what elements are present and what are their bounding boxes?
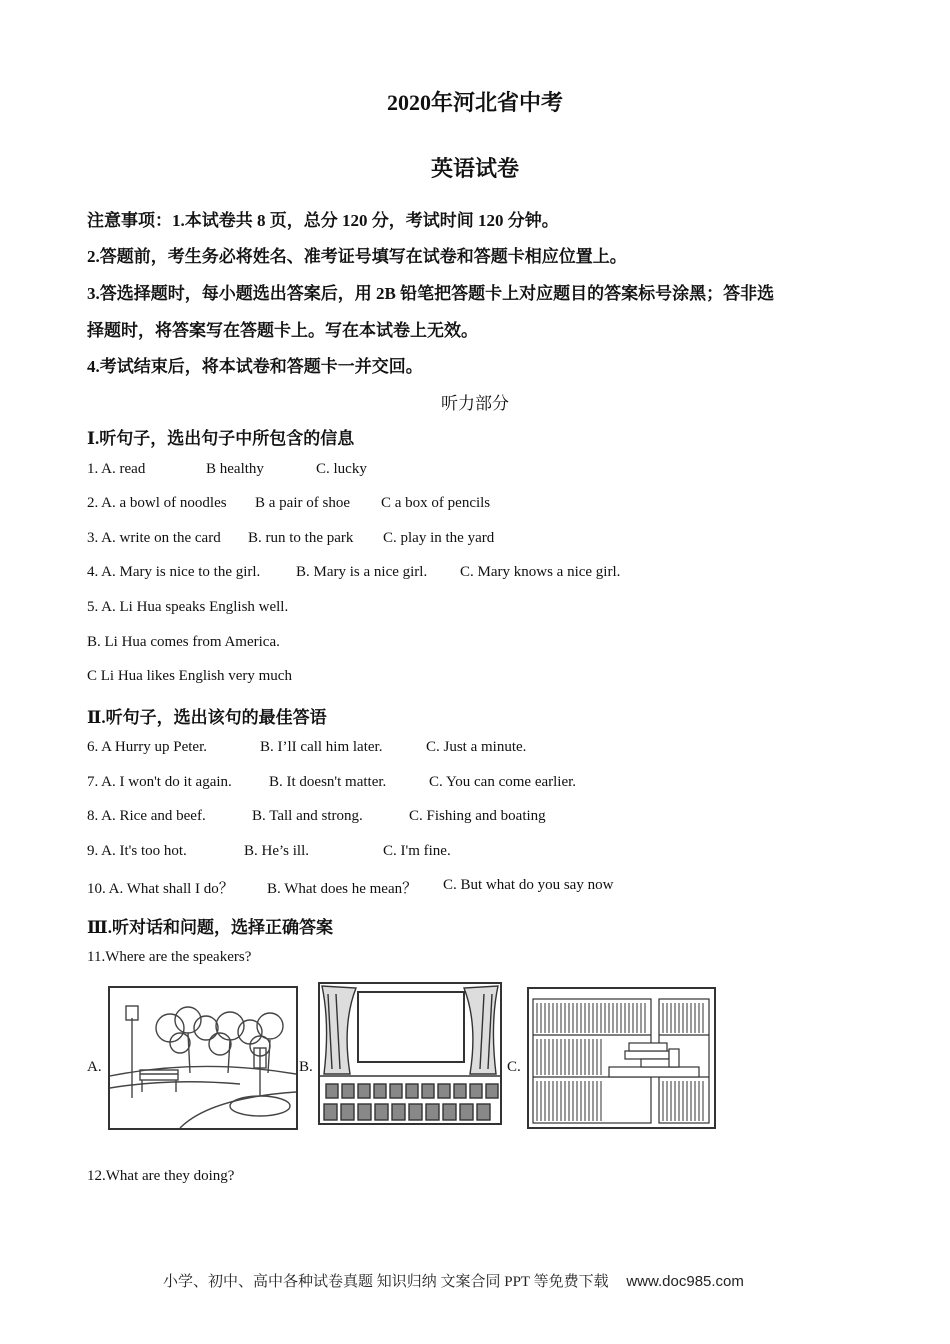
- q3-option-a: 3. A. write on the card: [87, 530, 221, 546]
- footer-url[interactable]: www.doc985.com: [626, 1273, 744, 1290]
- q3-option-b: B. run to the park: [248, 530, 354, 546]
- q11-label-a: A.: [87, 1059, 102, 1075]
- page-footer: [163, 1270, 744, 1291]
- q2-option-a: 2. A. a bowl of noodles: [87, 495, 227, 511]
- notice-line-2: 2.答题前，考生务必将姓名、准考证号填写在试卷和答题卡相应位置上。: [87, 247, 627, 266]
- notice-line-1: 注意事项：1.本试卷共 8 页，总分 120 分，考试时间 120 分钟。: [87, 211, 559, 230]
- park-illustration: [110, 988, 296, 1128]
- q8-option-c: C. Fishing and boating: [409, 808, 546, 824]
- q1-option-b: B healthy: [206, 461, 264, 477]
- q4-option-c: C. Mary knows a nice girl.: [460, 564, 621, 580]
- q11-label-b: B.: [299, 1059, 313, 1075]
- q9-option-c: C. I'm fine.: [383, 843, 451, 859]
- section-1-title: Ⅰ.听句子，选出句子中所包含的信息: [87, 429, 355, 448]
- section-3-title: Ⅲ.听对话和问题，选择正确答案: [87, 918, 333, 937]
- exam-title: 2020年河北省中考: [386, 90, 563, 115]
- q4-option-a: 4. A. Mary is nice to the girl.: [87, 564, 261, 580]
- q9-option-b: B. He’s ill.: [244, 843, 310, 859]
- q1-option-a: 1. A. read: [87, 461, 146, 477]
- park-picture: [108, 986, 298, 1130]
- q8-option-a: 8. A. Rice and beef.: [87, 808, 206, 824]
- question-12: 12.What are they doing?: [87, 1168, 235, 1184]
- cinema-illustration: [320, 984, 500, 1123]
- section-2-title: Ⅱ.听句子，选出该句的最佳答语: [87, 708, 327, 727]
- q9-option-a: 9. A. It's too hot.: [87, 843, 187, 859]
- exam-subtitle: 英语试卷: [430, 156, 519, 181]
- q2-option-c: C a box of pencils: [381, 495, 491, 511]
- question-11: 11.Where are the speakers?: [87, 949, 252, 965]
- q1-option-c: C. lucky: [316, 461, 367, 477]
- q11-label-c: C.: [507, 1059, 521, 1075]
- question-5-c: C Li Hua likes English very much: [87, 668, 292, 684]
- listening-heading: 听力部分: [441, 394, 509, 413]
- cinema-picture: [318, 982, 502, 1125]
- q7-option-c: C. You can come earlier.: [429, 774, 577, 790]
- q7-option-b: B. It doesn't matter.: [269, 774, 387, 790]
- q6-option-b: B. I’lI call him later.: [260, 739, 383, 755]
- q2-option-b: B a pair of shoe: [255, 495, 350, 511]
- q7-option-a: 7. A. I won't do it again.: [87, 774, 232, 790]
- q10-option-b: B. What does he mean？: [267, 881, 418, 897]
- footer-text: 小学、初中、高中各种试卷真题 知识归纳 文案合同 PPT 等免费下载: [163, 1274, 609, 1290]
- q6-option-c: C. Just a minute.: [426, 739, 527, 755]
- q8-option-b: B. Tall and strong.: [252, 808, 363, 824]
- q10-option-a: 10. A. What shall I do？: [87, 881, 234, 897]
- question-5-b: B. Li Hua comes from America.: [87, 634, 280, 650]
- notice-line-4: 择题时，将答案写在答题卡上。写在本试卷上无效。: [87, 321, 478, 340]
- notice-line-5: 4.考试结束后，将本试卷和答题卡一并交回。: [87, 357, 423, 376]
- q4-option-b: B. Mary is a nice girl.: [296, 564, 428, 580]
- q6-option-a: 6. A Hurry up Peter.: [87, 739, 207, 755]
- library-illustration: [529, 989, 714, 1127]
- q3-option-c: C. play in the yard: [383, 530, 495, 546]
- q10-option-c: C. But what do you say now: [443, 877, 614, 893]
- library-picture: [527, 987, 716, 1129]
- notice-line-3: 3.答选择题时，每小题选出答案后，用 2B 铅笔把答题卡上对应题目的答案标号涂黑；答非选: [87, 284, 775, 303]
- question-5-a: 5. A. Li Hua speaks English well.: [87, 599, 289, 615]
